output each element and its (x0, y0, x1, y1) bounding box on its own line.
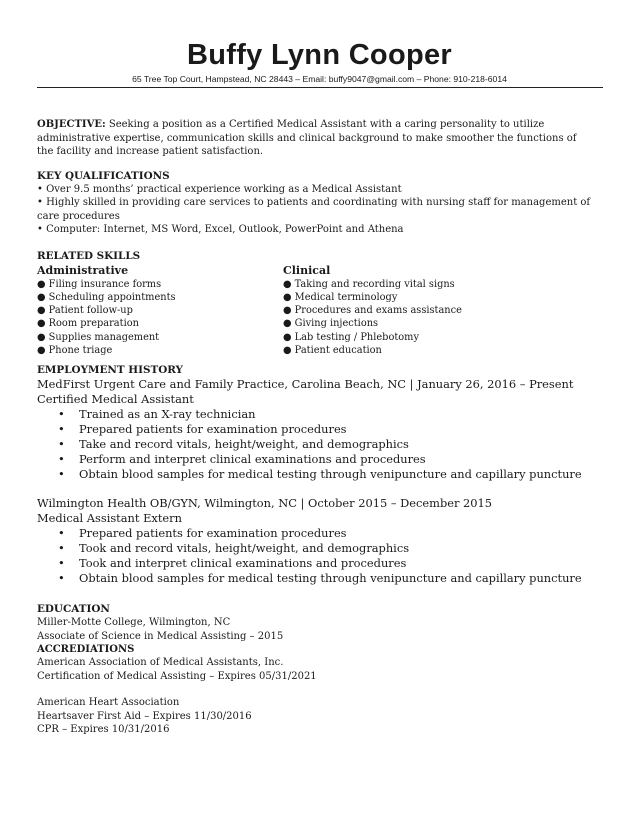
skill-item: ● Giving injections (283, 318, 379, 330)
job-duty: • Prepared patients for examination procedures (58, 422, 638, 437)
education-heading: EDUCATION (37, 603, 110, 616)
skill-item: ● Phone triage (37, 344, 113, 356)
job-title: Certified Medical Assistant (37, 392, 194, 407)
candidate-name: Buffy Lynn Cooper (186, 39, 452, 71)
key-qualifications-section (37, 169, 638, 237)
job-duty: • Obtain blood samples for medical testing through venipuncture and capillary puncture (58, 467, 638, 482)
job-duty: • Take and record vitals, height/weight, and demographics (58, 437, 638, 452)
related-skills-heading: RELATED SKILLS (37, 249, 141, 262)
job-duty: • Obtain blood samples for medical testing through venipuncture and capillary puncture (58, 571, 638, 586)
skill-item: ● Patient follow-up (37, 305, 133, 317)
skill-item: ● Patient education (283, 344, 382, 356)
skills-columns (37, 263, 638, 358)
accrediation-org: American Association of Medical Assistants, Inc. (37, 657, 284, 669)
accrediation-cert: Certification of Medical Assisting – Expires 05/31/2021 (37, 670, 317, 682)
job-duty: • Took and record vitals, height/weight, and demographics (58, 541, 638, 556)
qualification-item: • Highly skilled in providing care services to patients and coordinating with nursing staff for management of care procedures (37, 197, 591, 222)
accrediation-cert: CPR – Expires 10/31/2016 (37, 724, 170, 736)
related-skills-section (37, 249, 638, 358)
job-duty: • Prepared patients for examination procedures (58, 526, 638, 541)
contact-line: 65 Tree Top Court, Hampstead, NC 28443 – Email: buffy9047@gmail.com – Phone: 910-218-6014 (132, 74, 507, 84)
employment-heading: EMPLOYMENT HISTORY (37, 364, 183, 377)
accrediation-cert: Heartsaver First Aid – Expires 11/30/2016 (37, 710, 252, 722)
key-qualifications-heading: KEY QUALIFICATIONS (37, 169, 170, 182)
skill-item: ● Procedures and exams assistance (283, 305, 462, 317)
skill-item: ● Scheduling appointments (37, 291, 176, 303)
education-degree: Associate of Science in Medical Assisting – 2015 (37, 630, 284, 642)
administrative-column (37, 263, 283, 358)
clinical-column (283, 263, 583, 358)
accrediations-heading: ACCREDIATIONS (37, 644, 135, 656)
job-duties-list (37, 407, 638, 482)
job-duty: • Took and interpret clinical examinations and procedures (58, 556, 638, 571)
skill-item: ● Lab testing / Phlebotomy (283, 331, 419, 343)
education-section (37, 602, 638, 737)
objective-section (37, 118, 592, 159)
objective-label: OBJECTIVE: (37, 119, 106, 130)
job-duties-list (37, 526, 638, 586)
skill-item: ● Room preparation (37, 318, 139, 330)
education-school: Miller-Motte College, Wilmington, NC (37, 617, 231, 629)
skill-item: ● Taking and recording vital signs (283, 278, 455, 290)
qualification-item: • Over 9.5 months’ practical experience working as a Medical Assistant (37, 183, 402, 195)
administrative-heading: Administrative (37, 263, 129, 277)
job-employer: MedFirst Urgent Care and Family Practice, Carolina Beach, NC | January 26, 2016 – Present (37, 377, 574, 392)
employment-section (37, 363, 638, 586)
header-divider (37, 87, 603, 88)
skill-item: ● Supplies management (37, 331, 160, 343)
objective-text: Seeking a position as a Certified Medical Assistant with a caring personality to utilize administrative expertise, communication skills and clinical background to make smoother the functions of the facility and increase patient satisfaction. (37, 119, 577, 157)
clinical-heading: Clinical (283, 263, 331, 277)
job-duty: • Trained as an X-ray technician (58, 407, 638, 422)
skill-item: ● Medical terminology (283, 291, 398, 303)
accrediation-org: American Heart Association (37, 697, 180, 709)
skill-item: ● Filing insurance forms (37, 278, 162, 290)
job-title: Medical Assistant Extern (37, 511, 182, 526)
job-duty: • Perform and interpret clinical examinations and procedures (58, 452, 638, 467)
job-employer: Wilmington Health OB/GYN, Wilmington, NC | October 2015 – December 2015 (37, 496, 493, 511)
qualification-item: • Computer: Internet, MS Word, Excel, Outlook, PowerPoint and Athena (37, 224, 404, 235)
